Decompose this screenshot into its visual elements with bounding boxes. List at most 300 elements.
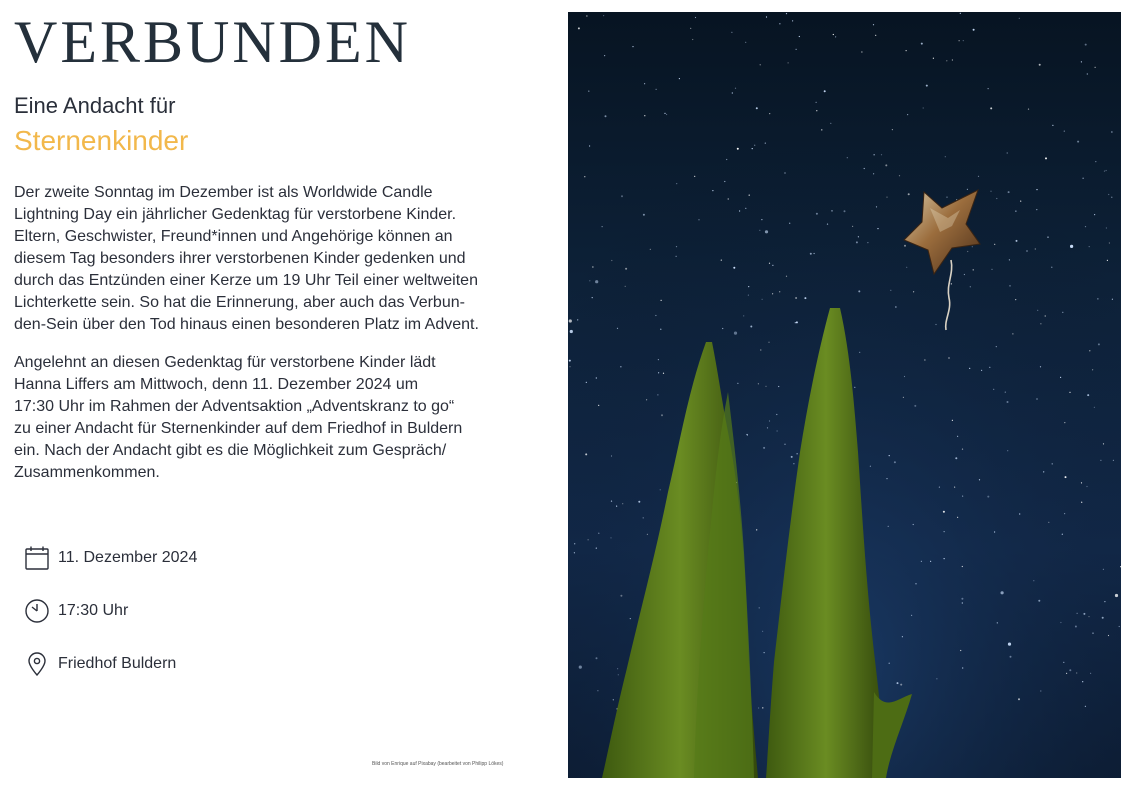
star (906, 267, 907, 268)
star (1081, 482, 1082, 483)
event-place: Friedhof Buldern (58, 655, 177, 672)
star (939, 487, 940, 488)
star (776, 414, 777, 415)
star (816, 102, 817, 103)
star (946, 197, 947, 198)
star (650, 249, 651, 250)
star (906, 50, 907, 51)
star (888, 526, 889, 527)
star (1087, 394, 1089, 396)
star (721, 260, 722, 261)
star (620, 595, 622, 597)
star (625, 268, 627, 270)
star (970, 286, 971, 287)
star (784, 172, 785, 173)
star (944, 558, 945, 559)
calendar-icon (24, 545, 50, 571)
star (644, 115, 645, 116)
star (804, 297, 806, 299)
star (598, 533, 599, 534)
star (1064, 131, 1065, 132)
star (1039, 64, 1041, 66)
star (963, 40, 964, 41)
star (578, 27, 580, 29)
invitation-line: zu einer Andacht für Sternenkinder auf dem Friedhof in Buldern (14, 420, 463, 437)
star (852, 226, 853, 227)
star (913, 524, 914, 525)
star (881, 154, 882, 155)
star (1026, 250, 1027, 251)
star (962, 667, 963, 668)
star (874, 154, 875, 155)
star (618, 674, 619, 675)
star (1040, 366, 1041, 367)
star (824, 90, 826, 92)
star (611, 260, 612, 261)
intro-line: den-Sein über den Tod hinaus einen besonderen Platz im Advent. (14, 316, 479, 333)
star (763, 447, 765, 449)
star (904, 376, 905, 377)
star (831, 210, 832, 211)
star (1063, 662, 1064, 663)
star (991, 269, 992, 270)
star (952, 59, 953, 60)
star (588, 539, 589, 540)
star (603, 15, 604, 16)
star (1103, 569, 1104, 570)
star (889, 663, 890, 664)
star (772, 293, 773, 294)
subtitle-line-1: Eine Andacht für (14, 93, 176, 118)
star (816, 213, 818, 215)
star (589, 280, 590, 281)
star (923, 107, 924, 108)
star (960, 13, 961, 14)
star (745, 208, 746, 209)
star (765, 230, 768, 233)
star (605, 115, 607, 117)
star (1060, 622, 1061, 623)
star (613, 699, 614, 700)
star (660, 329, 661, 330)
star (661, 300, 662, 301)
star (647, 534, 648, 535)
star (1113, 460, 1114, 461)
star (990, 107, 992, 109)
star (1081, 502, 1082, 503)
star (1087, 73, 1088, 74)
star (679, 78, 680, 79)
star (602, 226, 603, 227)
star (791, 456, 793, 458)
star (1104, 601, 1105, 602)
star (926, 85, 928, 87)
star (569, 360, 571, 362)
star (588, 91, 589, 92)
star (1064, 422, 1065, 423)
star (749, 195, 750, 196)
star (955, 457, 957, 459)
star (657, 394, 658, 395)
star (676, 256, 677, 257)
star (954, 487, 955, 488)
star (585, 453, 587, 455)
star (827, 224, 828, 225)
star (1069, 669, 1071, 671)
star (1089, 246, 1090, 247)
star (1076, 672, 1077, 673)
star (981, 370, 982, 371)
star (821, 129, 822, 130)
star (1012, 333, 1013, 334)
star (768, 342, 769, 343)
star (598, 405, 599, 406)
star (961, 598, 963, 600)
star (592, 266, 593, 267)
star (620, 366, 621, 367)
star (1085, 706, 1086, 707)
star (943, 511, 945, 513)
star (772, 265, 773, 266)
star (766, 16, 767, 17)
star (660, 489, 661, 490)
star (1038, 600, 1040, 602)
star (962, 449, 963, 450)
star (904, 245, 906, 247)
star (737, 148, 739, 150)
invitation-line: ein. Nach der Andacht gibt es die Möglichkeit zum Gespräch/ (14, 442, 447, 459)
star (1052, 125, 1053, 126)
star (1095, 67, 1096, 68)
event-place-row (24, 651, 176, 677)
star (646, 399, 647, 400)
intro-line: Der zweite Sonntag im Dezember ist als Worldwide Candle (14, 184, 433, 201)
star (960, 650, 961, 651)
star (762, 631, 763, 632)
star (1102, 617, 1104, 619)
star (1060, 377, 1061, 378)
invitation-line: Hanna Liffers am Mittwoch, denn 11. Dezember 2024 um (14, 376, 419, 393)
star (1020, 201, 1021, 202)
star (739, 210, 740, 211)
star (886, 478, 887, 479)
star (1098, 343, 1100, 345)
star (1107, 260, 1108, 261)
star (858, 290, 860, 292)
star (1045, 157, 1047, 159)
star (643, 214, 645, 216)
star (996, 346, 997, 347)
star (1028, 109, 1029, 110)
star (877, 228, 878, 229)
star (574, 543, 575, 544)
star (1085, 226, 1086, 227)
star (1119, 626, 1120, 627)
star (569, 366, 570, 367)
star (596, 657, 598, 659)
star (935, 324, 936, 325)
star (957, 517, 958, 518)
star (936, 678, 937, 679)
star (959, 40, 960, 41)
star (625, 286, 626, 287)
star (765, 143, 766, 144)
star (902, 636, 903, 637)
star (597, 690, 598, 691)
star (993, 389, 994, 390)
star (764, 652, 765, 653)
star (799, 36, 800, 37)
star (889, 455, 890, 456)
event-time-row (24, 598, 128, 624)
star (1048, 522, 1049, 523)
star (915, 583, 916, 584)
star (666, 114, 667, 115)
star (748, 286, 749, 287)
star (861, 51, 862, 52)
text-column (14, 9, 549, 772)
star (1040, 323, 1041, 324)
location-pin-icon (24, 651, 50, 677)
intro-line: diesem Tag besonders ihrer verstorbenen Kinder gedenken und (14, 250, 466, 267)
invitation-line: Zusammenkommen. (14, 464, 160, 481)
star (784, 444, 785, 445)
star (754, 145, 755, 146)
star (769, 263, 770, 264)
star (1081, 61, 1082, 62)
star (690, 28, 691, 29)
star (1037, 310, 1038, 311)
star (579, 666, 582, 669)
star (952, 420, 953, 421)
star (867, 242, 868, 243)
star (1016, 240, 1018, 242)
star (921, 43, 923, 45)
star (962, 566, 963, 567)
star (1094, 407, 1095, 408)
star (584, 176, 585, 177)
star (769, 420, 770, 421)
star (762, 299, 763, 300)
star (617, 668, 618, 669)
star (978, 176, 979, 177)
star (1086, 486, 1087, 487)
star (1106, 227, 1107, 228)
star (930, 561, 931, 562)
star (728, 198, 729, 199)
invitation-line: 17:30 Uhr im Rahmen der Adventsaktion „Adventskranz to go“ (14, 398, 455, 415)
star (786, 276, 787, 277)
star (946, 60, 947, 61)
star (856, 241, 858, 243)
star (899, 175, 900, 176)
star (1094, 214, 1095, 215)
star (733, 267, 735, 269)
star (577, 319, 578, 320)
star (621, 195, 623, 197)
star (622, 503, 623, 504)
star (1047, 237, 1048, 238)
star (694, 176, 695, 177)
intro-line: Lichterkette sein. So hat die Erinnerung, aber auch das Verbun- (14, 294, 465, 311)
star (1005, 392, 1006, 393)
star (769, 113, 770, 114)
star (664, 113, 665, 114)
star (897, 682, 899, 684)
star (1008, 191, 1010, 193)
star (921, 561, 922, 562)
image-credit: Bild von Enrique auf Pixabay (bearbeitet von Philipp Lökes) (372, 761, 504, 767)
star (1104, 171, 1105, 172)
star (990, 191, 991, 192)
star (894, 461, 896, 463)
event-date: 11. Dezember 2024 (58, 549, 198, 566)
star (870, 466, 871, 467)
star (1036, 189, 1037, 190)
night-sky-photo (568, 12, 1121, 778)
star (643, 517, 644, 518)
star (747, 434, 748, 435)
clock-icon (24, 598, 50, 624)
star (988, 88, 989, 89)
star (604, 55, 605, 56)
star (796, 49, 797, 50)
star (875, 35, 876, 36)
star (589, 145, 590, 146)
star (908, 193, 910, 195)
star (745, 42, 746, 43)
star (695, 17, 696, 18)
star (1008, 643, 1011, 646)
star (592, 297, 593, 298)
star (1111, 131, 1112, 132)
star (1108, 635, 1109, 636)
star (756, 529, 757, 530)
star (595, 280, 598, 283)
star (973, 29, 975, 31)
star (586, 382, 587, 383)
star (907, 114, 908, 115)
star (858, 236, 859, 237)
star (1112, 299, 1113, 300)
star (661, 414, 663, 416)
star (1103, 443, 1104, 444)
star (1015, 299, 1016, 300)
star (1065, 476, 1067, 478)
star (892, 129, 893, 130)
star (731, 32, 732, 33)
star (1007, 401, 1009, 403)
star (1095, 161, 1096, 162)
star (797, 453, 798, 454)
night-sky-illustration (568, 12, 1121, 778)
star (1045, 315, 1046, 316)
star (1108, 194, 1109, 195)
star (996, 198, 997, 199)
star (611, 501, 612, 502)
star (796, 321, 798, 323)
star (885, 164, 887, 166)
star (814, 253, 815, 254)
star (1036, 398, 1037, 399)
star (698, 219, 699, 220)
star (1033, 580, 1034, 581)
star (967, 189, 968, 190)
star (854, 387, 855, 388)
star (759, 607, 760, 608)
star (748, 295, 749, 296)
star (1109, 242, 1110, 243)
star (761, 219, 762, 220)
star (734, 332, 737, 335)
star (676, 183, 677, 184)
star (945, 156, 946, 157)
star (1009, 285, 1010, 286)
star (765, 386, 766, 387)
star (994, 244, 995, 245)
star (750, 326, 752, 328)
star (756, 107, 758, 109)
intro-paragraph (14, 182, 539, 336)
star (570, 330, 573, 333)
star (658, 372, 659, 373)
star (726, 159, 727, 160)
star (924, 359, 925, 360)
star (610, 537, 611, 538)
star (616, 506, 617, 507)
star (586, 15, 587, 16)
star (1077, 613, 1078, 614)
star (847, 157, 848, 158)
star (1010, 656, 1012, 658)
star (786, 13, 787, 14)
star (833, 34, 834, 35)
star (973, 269, 974, 270)
page-title: VERBUNDEN (14, 9, 411, 75)
star (1043, 471, 1044, 472)
star (951, 283, 952, 284)
star (969, 368, 970, 369)
subtitle-line-2: Sternenkinder (14, 125, 189, 156)
star (632, 46, 633, 47)
star (1062, 312, 1063, 313)
star (1083, 178, 1084, 179)
intro-line: Lightning Day ein jährlicher Gedenktag für verstorbene Kinder. (14, 206, 457, 223)
event-date-row (24, 545, 197, 571)
star (1007, 152, 1008, 153)
star (1092, 633, 1093, 634)
star (962, 602, 963, 603)
star (957, 436, 958, 437)
star (1075, 626, 1077, 628)
star (779, 23, 780, 24)
star (752, 148, 753, 149)
star (964, 274, 965, 275)
star (758, 383, 759, 384)
star (994, 531, 995, 532)
star (777, 430, 778, 431)
star (676, 246, 677, 247)
star (735, 88, 736, 89)
star (1092, 369, 1093, 370)
star (788, 62, 789, 63)
star (835, 36, 836, 37)
star (737, 383, 738, 384)
star (762, 707, 763, 708)
star (692, 39, 693, 40)
star (1035, 248, 1036, 249)
star (712, 190, 713, 191)
